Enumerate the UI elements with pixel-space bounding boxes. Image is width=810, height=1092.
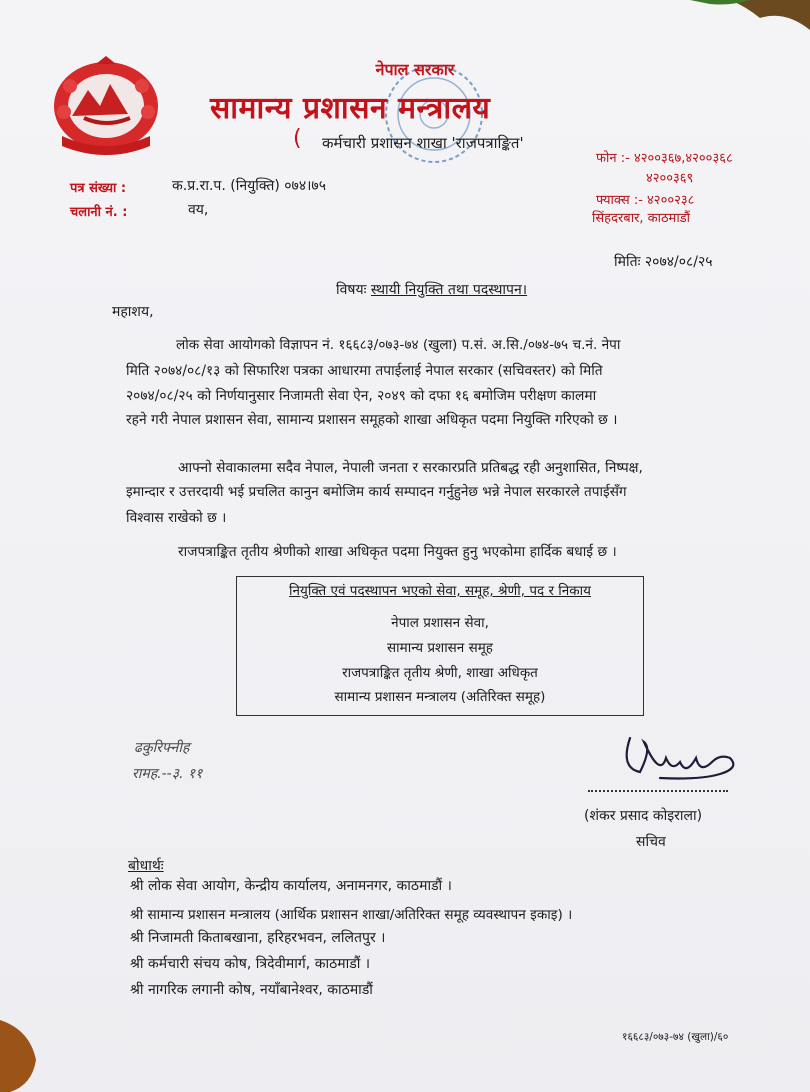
signature-line bbox=[588, 790, 728, 792]
subject-label: विषयः bbox=[336, 282, 367, 298]
body-p1-line1: लोक सेवा आयोगको विज्ञापन नं. १६६८३/०७३-७४ (खुला) प.सं. अ.सि./०७४-७५ च.नं. नेपा bbox=[176, 337, 621, 353]
fax-number: ४२००२३८ bbox=[647, 193, 695, 208]
ministry-title: सामान्य प्रशासन मन्त्रालय bbox=[210, 91, 491, 126]
salutation: महाशय, bbox=[112, 304, 154, 320]
dispatch-no: वय, bbox=[188, 202, 209, 218]
appointment-class-post: राजपत्राङ्कित तृतीय श्रेणी, शाखा अधिकृत bbox=[342, 665, 538, 681]
cc-item: श्री नागरिक लगानी कोष, नयाँबानेश्वर, काठमाडौं bbox=[130, 982, 373, 998]
leaf-corner-decoration bbox=[690, 0, 810, 40]
signatory-title: सचिव bbox=[636, 834, 666, 850]
cc-item: श्री सामान्य प्रशासन मन्त्रालय (आर्थिक प्रशासन शाखा/अतिरिक्त समूह व्यवस्थापन इकाइ) । bbox=[130, 907, 573, 923]
government-title: नेपाल सरकार bbox=[375, 60, 455, 79]
body-p1-line3: २०७४/०८/२५ को निर्णयानुसार निजामती सेवा ऐन, २०४९ को दफा १६ बमोजिम परीक्षण कालमा bbox=[126, 388, 597, 404]
appointment-office: सामान्य प्रशासन मन्त्रालय (अतिरिक्त समूह) bbox=[334, 689, 546, 705]
signature-icon bbox=[600, 728, 750, 788]
phone-line bbox=[596, 148, 733, 166]
subject-line bbox=[336, 280, 527, 299]
footer-reference: १६६८३/०७३-७४ (खुला)/६० bbox=[622, 1031, 729, 1043]
letter-date: मितिः २०७४/०८/२५ bbox=[614, 254, 713, 270]
leaf-corner-decoration-bottom bbox=[0, 1010, 40, 1092]
branch-paren: ( bbox=[293, 126, 302, 151]
phone-label: फोन :- bbox=[596, 151, 630, 166]
subject-text: स्थायी नियुक्ति तथा पदस्थापन। bbox=[370, 282, 528, 298]
appointment-box-title: नियुक्ति एवं पदस्थापन भएको सेवा, समूह, श्रेणी, पद र निकाय bbox=[289, 583, 591, 599]
phone-number-1: ४२००३६७,४२००३६८ bbox=[633, 151, 733, 166]
appointment-group: सामान्य प्रशासन समूह bbox=[387, 640, 493, 656]
body-p1-line4: रहने गरी नेपाल प्रशासन सेवा, सामान्य प्रशासन समूहको शाखा अधिकृत पदमा नियुक्ति गरिएको छ । bbox=[126, 412, 618, 428]
phone-number-2: ४२००३६९ bbox=[646, 171, 694, 186]
office-address: सिंहदरबार, काठमाडौं bbox=[592, 211, 691, 226]
signatory-name: (शंकर प्रसाद कोइराला) bbox=[584, 808, 703, 824]
recipient-name: ढकुरिफ्नीह bbox=[134, 740, 190, 756]
body-p3: राजपत्राङ्कित तृतीय श्रेणीको शाखा अधिकृत पदमा नियुक्त हुनु भएकोमा हार्दिक बधाई छ । bbox=[178, 544, 617, 560]
appointment-service: नेपाल प्रशासन सेवा, bbox=[391, 615, 489, 631]
cc-item: श्री कर्मचारी संचय कोष, त्रिदेवीमार्ग, काठमाडौं । bbox=[130, 956, 371, 972]
letter-no: क.प्र.रा.प. (नियुक्ति) ०७४।७५ bbox=[172, 178, 326, 194]
letter-no-label: पत्र संख्या : bbox=[70, 181, 127, 196]
body-p1-line2: मिति २०७४/०८/१३ को सिफारिश पत्रका आधारमा तपाईलाई नेपाल सरकार (सचिवस्तर) को मिति bbox=[126, 363, 603, 379]
branch-title: कर्मचारी प्रशासन शाखा 'राजपत्राङ्कित' bbox=[322, 134, 524, 152]
cc-item: श्री निजामती किताबखाना, हरिहरभवन, ललितपुर । bbox=[130, 930, 386, 946]
fax-label: फ्याक्स :- bbox=[596, 193, 643, 208]
body-p2-line2: इमान्दार र उत्तरदायी भई प्रचलित कानुन बमोजिम कार्य सम्पादन गर्नुहुनेछ भन्ने नेपाल सरकारले तपाईसँग bbox=[126, 484, 627, 500]
fax-line bbox=[596, 190, 694, 208]
cc-item: श्री लोक सेवा आयोग, केन्द्रीय कार्यालय, अनामनगर, काठमाडौं । bbox=[130, 878, 452, 894]
body-p2-line3: विश्वास राखेको छ । bbox=[126, 510, 227, 526]
appointment-details-box bbox=[236, 576, 644, 716]
cc-heading: बोधार्थः bbox=[128, 858, 164, 874]
recipient-address: रामह.--३. ११ bbox=[132, 766, 203, 782]
body-p2-line1: आफ्नो सेवाकालमा सदैव नेपाल, नेपाली जनता र सरकारप्रति प्रतिबद्ध रही अनुशासित, निष्पक्ष, bbox=[178, 460, 643, 476]
dispatch-label: चलानी नं. : bbox=[70, 205, 128, 220]
